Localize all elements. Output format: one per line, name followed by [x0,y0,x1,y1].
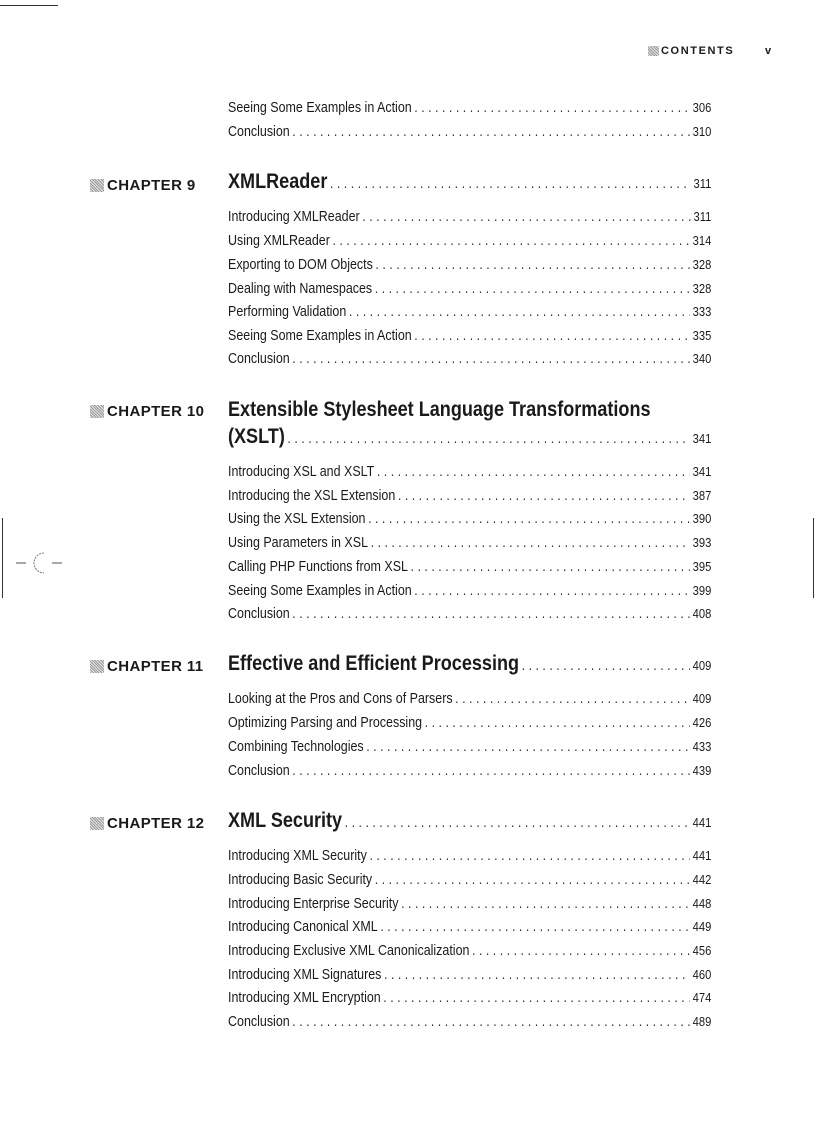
toc-entry: Conclusion . . . 489 [228,1014,711,1034]
toc-entry: Introducing XML Signatures . . . 460 [228,967,711,987]
pattern-block-icon [648,46,659,56]
toc-entry: Using Parameters in XSL . . . 393 [228,535,711,555]
toc-entry: Combining Technologies . . . 433 [228,739,711,759]
toc-entry: Conclusion . . . 340 [228,351,711,371]
toc-entry: Dealing with Namespaces . . . 328 [228,281,711,301]
toc-entry: Conclusion . . . 310 [228,124,711,144]
toc-entry: Introducing Exclusive XML Canonicalization . . . 456 [228,943,711,963]
toc-entry: Introducing XMLReader . . . 311 [228,209,711,229]
pattern-block-icon [90,660,104,673]
pattern-block-icon [90,179,104,192]
page-number: v [765,45,772,57]
toc-entry: Seeing Some Examples in Action . . . 306 [228,100,711,120]
toc-entry: Introducing Canonical XML . . . 449 [228,919,711,939]
chapter-title: XML Security . . . 441 [228,809,711,833]
running-head [648,45,734,57]
running-head-label: CONTENTS [661,45,735,57]
chapter-title: Effective and Efficient Processing . . . 409 [228,652,711,676]
toc-entry: Optimizing Parsing and Processing . . . 426 [228,715,711,735]
toc-entry: Introducing XSL and XSLT . . . 341 [228,464,711,484]
toc-entry: Introducing the XSL Extension . . . 387 [228,488,711,508]
chapter-label: CHAPTER 12 [90,810,204,836]
crop-mark-left [2,518,3,598]
chapter-label: CHAPTER 10 [90,398,204,424]
chapter-title: XMLReader . . . 311 [228,170,711,194]
chapter-label: CHAPTER 9 [90,172,196,198]
chapter-title-line1: Extensible Stylesheet Language Transformations [228,398,651,421]
registration-mark-icon [16,548,62,578]
toc-entry: Seeing Some Examples in Action . . . 335 [228,328,711,348]
pattern-block-icon [90,817,104,830]
toc-entry: Using the XSL Extension . . . 390 [228,511,711,531]
toc-entry: Exporting to DOM Objects . . . 328 [228,257,711,277]
crop-mark-top [0,5,58,6]
chapter-label: CHAPTER 11 [90,653,204,679]
pattern-block-icon [90,405,104,418]
toc-entry: Introducing XML Encryption . . . 474 [228,990,711,1010]
toc-entry: Conclusion . . . 439 [228,763,711,783]
toc-entry: Introducing Basic Security . . . 442 [228,872,711,892]
toc-entry: Introducing Enterprise Security . . . 448 [228,896,711,916]
toc-entry: Performing Validation . . . 333 [228,304,711,324]
toc-entry: Looking at the Pros and Cons of Parsers . . . 409 [228,691,711,711]
crop-mark-right [813,518,814,598]
chapter-title: (XSLT) . . . 341 [228,425,711,449]
toc-entry: Calling PHP Functions from XSL . . . 395 [228,559,711,579]
toc-entry: Using XMLReader . . . 314 [228,233,711,253]
toc-entry: Introducing XML Security . . . 441 [228,848,711,868]
toc-entry: Seeing Some Examples in Action . . . 399 [228,583,711,603]
toc-entry: Conclusion . . . 408 [228,606,711,626]
